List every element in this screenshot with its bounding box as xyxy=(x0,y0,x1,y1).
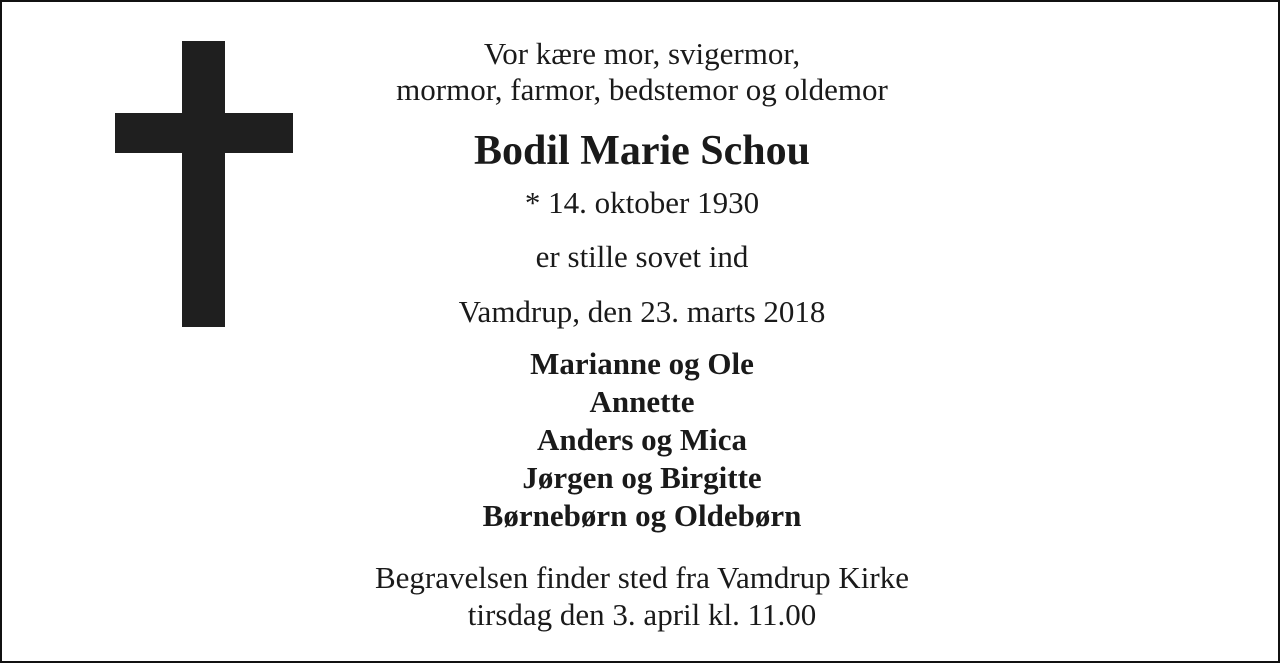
cross-vertical-bar xyxy=(182,41,225,327)
intro-text xyxy=(342,36,942,108)
cross-horizontal-bar xyxy=(115,113,293,153)
place-and-date: Vamdrup, den 23. marts 2018 xyxy=(458,294,826,329)
funeral-line: tirsdag den 3. april kl. 11.00 xyxy=(467,597,817,632)
mourner-item: Annette xyxy=(589,384,695,419)
intro-line: Vor kære mor, svigermor, xyxy=(483,36,801,71)
mourners-list xyxy=(342,345,942,535)
deceased-name: Bodil Marie Schou xyxy=(473,128,811,174)
funeral-line: Begravelsen finder sted fra Vamdrup Kirke xyxy=(375,560,909,595)
mourner-item: Anders og Mica xyxy=(536,422,748,457)
birth-date: * 14. oktober 1930 xyxy=(524,185,760,220)
mourner-item: Børnebørn og Oldebørn xyxy=(482,498,802,533)
mourner-item: Jørgen og Birgitte xyxy=(522,460,762,495)
funeral-info xyxy=(342,559,942,633)
passing-statement: er stille sovet ind xyxy=(535,239,749,274)
intro-line: mormor, farmor, bedstemor og oldemor xyxy=(396,72,888,107)
mourner-item: Marianne og Ole xyxy=(530,346,754,381)
